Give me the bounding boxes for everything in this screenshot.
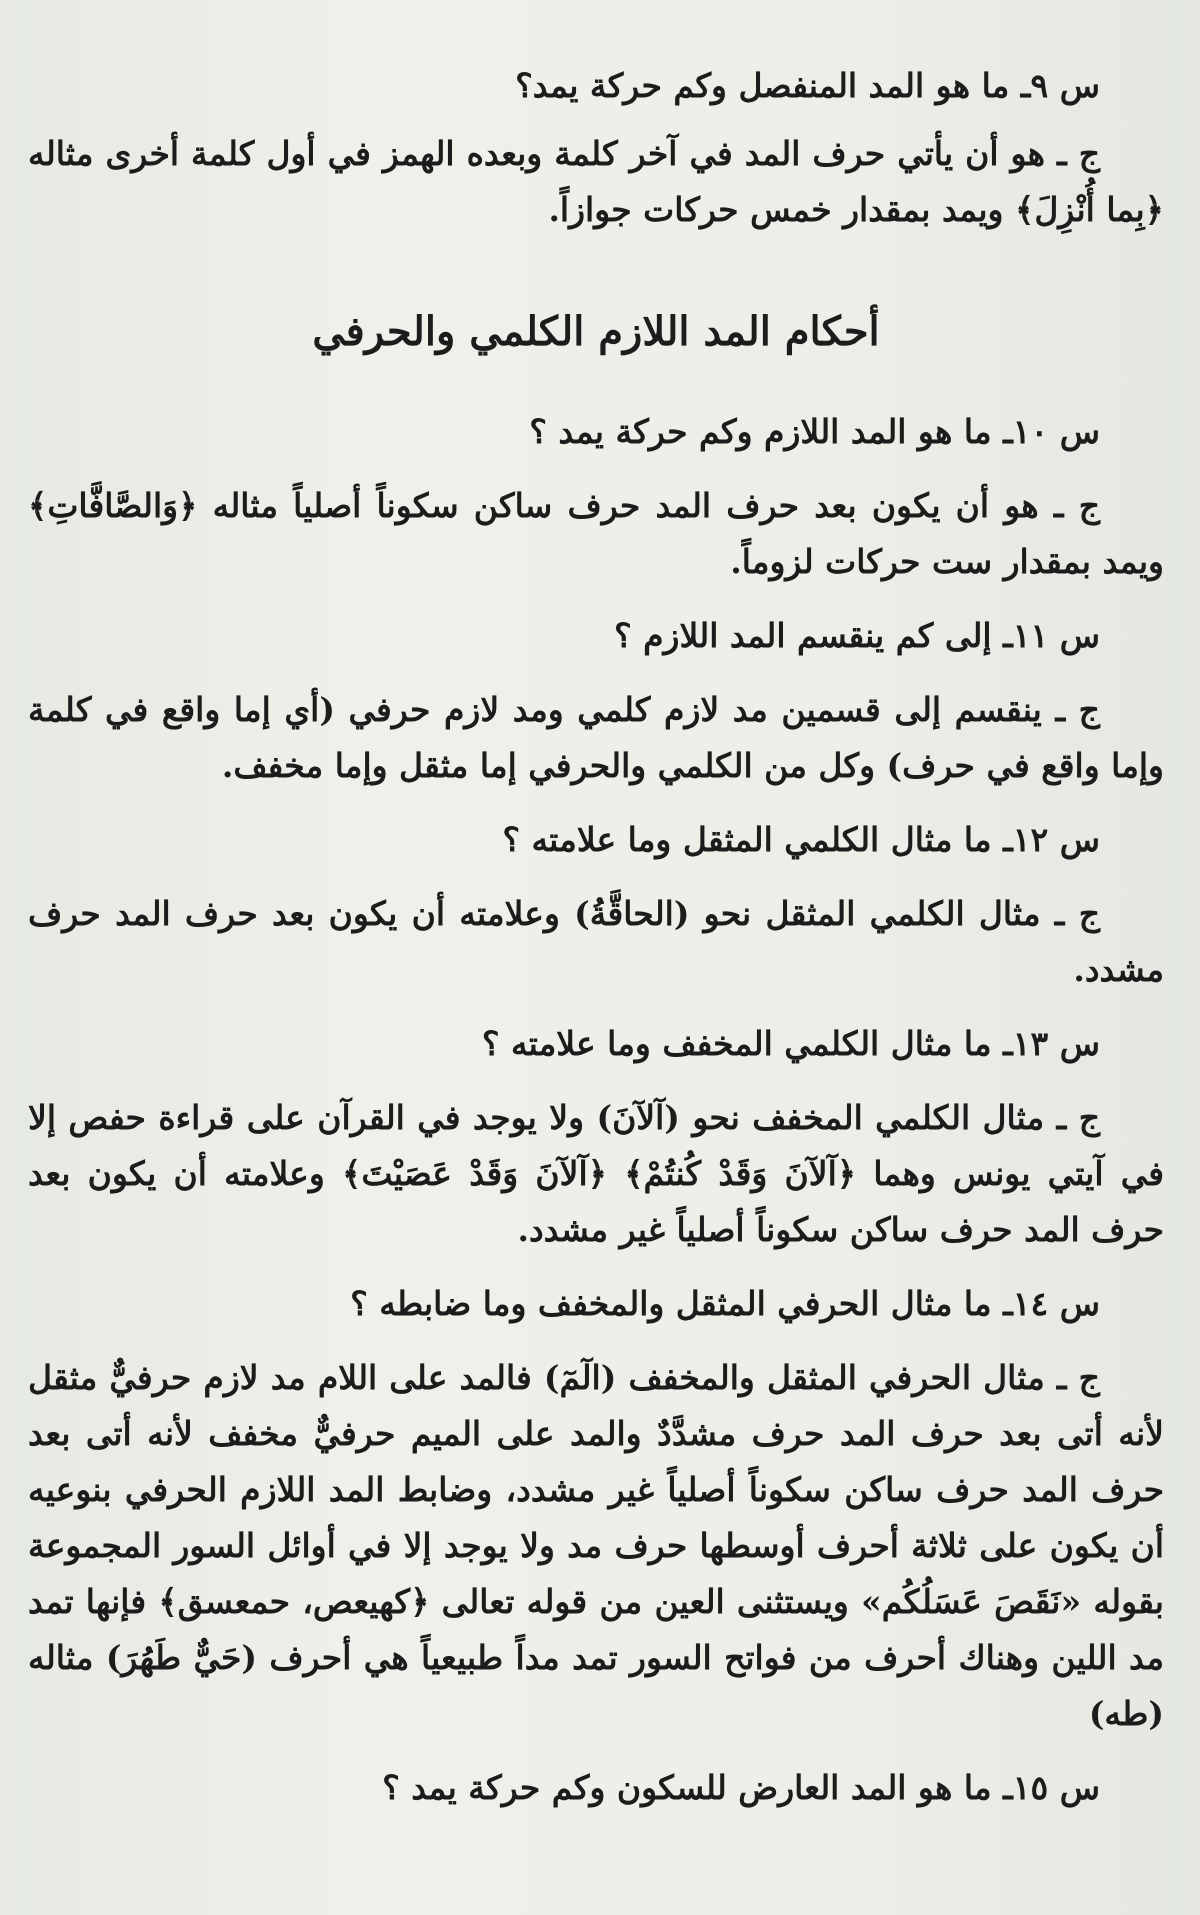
answer-9: ج ـ هو أن يأتي حرف المد في آخر كلمة وبعده الهمز في أول كلمة أخرى مثاله ﴿بِما أُنْزِلَ﴾ ويمد بمقدار خمس حركات جوازاً.: [28, 134, 1164, 229]
question-12: س ١٢ـ ما مثال الكلمي المثقل وما علامته ؟: [502, 820, 1100, 859]
question-9: س ٩ـ ما هو المد المنفصل وكم حركة يمد؟: [515, 66, 1100, 105]
question-15: س ١٥ـ ما هو المد العارض للسكون وكم حركة يمد ؟: [382, 1768, 1100, 1807]
section-heading: أحكام المد اللازم الكلمي والحرفي: [312, 308, 880, 355]
answer-12: ج ـ مثال الكلمي المثقل نحو (الحاقَّةُ) وعلامته أن يكون بعد حرف المد حرف مشدد.: [28, 894, 1164, 989]
question-11: س ١١ـ إلى كم ينقسم المد اللازم ؟: [614, 616, 1100, 655]
answer-11: ج ـ ينقسم إلى قسمين مد لازم كلمي ومد لازم حرفي (أي إما واقع في كلمة وإما واقع في حرف) وكل من الكلمي والحرفي إما مثقل وإما مخفف.: [28, 690, 1164, 785]
answer-14: ج ـ مثال الحرفي المثقل والمخفف (الٓمٓ) فالمد على اللام مد لازم حرفيٌّ مثقل لأنه أتى بعد حرف المد حرف مشدَّدٌ والمد على الميم حرفيٌّ مخفف لأنه أتى بعد حرف المد حرف ساكن سكوناً أصلياً غير مشدد، وضابط المد اللازم الحرفي بنوعيه أن يكون على ثلاثة أحرف أوسطها حرف مد ولا يوجد إلا في أوائل السور المجموعة بقوله «نَقَصَ عَسَلُكُم» ويستثنى العين من قوله تعالى ﴿كهيعص، حمعسق﴾ فإنها تمد مد اللين وهناك أحرف من فواتح السور تمد مداً طبيعياً هي أحرف (حَيٌّ طَهُرَ) مثاله (طه): [28, 1358, 1164, 1733]
answer-10: ج ـ هو أن يكون بعد حرف المد حرف ساكن سكوناً أصلياً مثاله ﴿وَالصَّافَّاتِ﴾ ويمد بمقدار ست حركات لزوماً.: [28, 486, 1164, 581]
question-14: س ١٤ـ ما مثال الحرفي المثقل والمخفف وما ضابطه ؟: [350, 1284, 1100, 1323]
question-13: س ١٣ـ ما مثال الكلمي المخفف وما علامته ؟: [481, 1024, 1100, 1063]
answer-13: ج ـ مثال الكلمي المخفف نحو (آلآنَ) ولا يوجد في القرآن على قراءة حفص إلا في آيتي يونس وهما ﴿آلآنَ وَقَدْ كُنتُمْ﴾ ﴿آلآنَ وَقَدْ عَصَيْتَ﴾ وعلامته أن يكون بعد حرف المد حرف ساكن سكوناً أصلياً غير مشدد.: [28, 1098, 1164, 1249]
question-10: س ١٠ـ ما هو المد اللازم وكم حركة يمد ؟: [529, 412, 1100, 451]
